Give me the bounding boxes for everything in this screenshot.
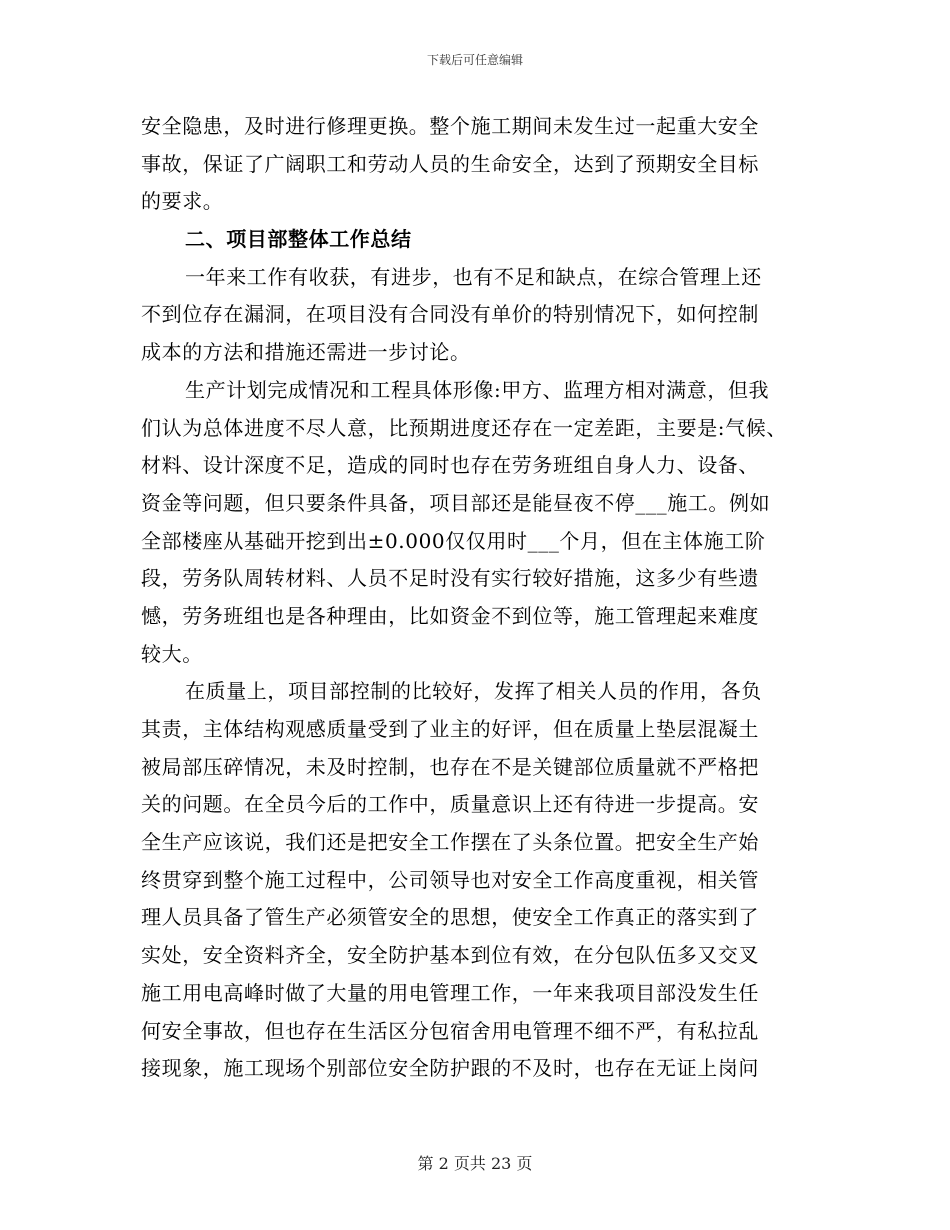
text-line: 在质量上，项目部控制的比较好，发挥了相关人员的作用，各负 (185, 679, 762, 704)
text-line: 其责，主体结构观感质量受到了业主的好评，但在质量上垫层混凝土 (141, 717, 759, 741)
text-line: 实处，安全资料齐全，安全防护基本到位有效，在分包队伍多又交叉 (141, 943, 759, 968)
text-line: 安全隐患，及时进行修理更换。整个施工期间未发生过一起重大安全 (141, 114, 759, 138)
text-line: 接现象，施工现场个别部位安全防护跟的不及时，也存在无证上岗问 (141, 1056, 759, 1081)
text-line: 事故，保证了广阔职工和劳动人员的生命安全，达到了预期安全目标 (141, 151, 759, 176)
text-line: 全部楼座从基础开挖到出±0.000仅仅用时___个月，但在主体施工阶 (141, 528, 766, 553)
page-header: 下载后可任意编辑 (426, 53, 523, 67)
text-line: 一年来工作有收获，有进步，也有不足和缺点，在综合管理上还 (185, 264, 762, 289)
text-line: 全生产应该说，我们还是把安全工作摆在了头条位置。把安全生产始 (141, 830, 759, 855)
section-heading: 二、项目部整体工作总结 (185, 227, 412, 252)
text-line: 材料、设计深度不足，造成的同时也存在劳务班组自身人力、设备、 (141, 453, 759, 478)
text-line: 较大。 (141, 641, 203, 666)
text-line: 何安全事故，但也存在生活区分包宿舍用电管理不细不严，有私拉乱 (141, 1018, 759, 1043)
text-line: 终贯穿到整个施工过程中，公司领导也对安全工作高度重视，相关管 (141, 867, 759, 892)
text-line: 不到位存在漏洞，在项目没有合同没有单价的特别情况下，如何控制 (141, 302, 759, 327)
page-number: 第 2 页共 23 页 (417, 1154, 533, 1173)
text-line: 憾，劳务班组也是各种理由，比如资金不到位等，施工管理起来难度 (141, 603, 759, 628)
text-line: 施工用电高峰时做了大量的用电管理工作，一年来我项目部没发生任 (141, 980, 759, 1005)
document-body (141, 108, 831, 1088)
text-line: 生产计划完成情况和工程具体形像:甲方、监理方相对满意，但我 (185, 377, 770, 402)
text-line: 段，劳务队周转材料、人员不足时没有实行较好措施，这多少有些遗 (141, 566, 759, 591)
text-line: 资金等问题，但只要条件具备，项目部还是能昼夜不停___施工。例如 (141, 490, 771, 515)
text-line: 们认为总体进度不尽人意，比预期进度还存在一定差距，主要是:气候、 (141, 415, 787, 440)
text-line: 关的问题。在全员今后的工作中，质量意识上还有待进一步提高。安 (141, 792, 759, 817)
text-line: 理人员具备了管生产必须管安全的思想，使安全工作真正的落实到了 (141, 905, 759, 930)
text-line: 被局部压碎情况，未及时控制，也存在不是关键部位质量就不严格把 (141, 754, 759, 779)
text-line: 成本的方法和措施还需进一步讨论。 (141, 340, 471, 365)
text-line: 的要求。 (141, 189, 224, 214)
